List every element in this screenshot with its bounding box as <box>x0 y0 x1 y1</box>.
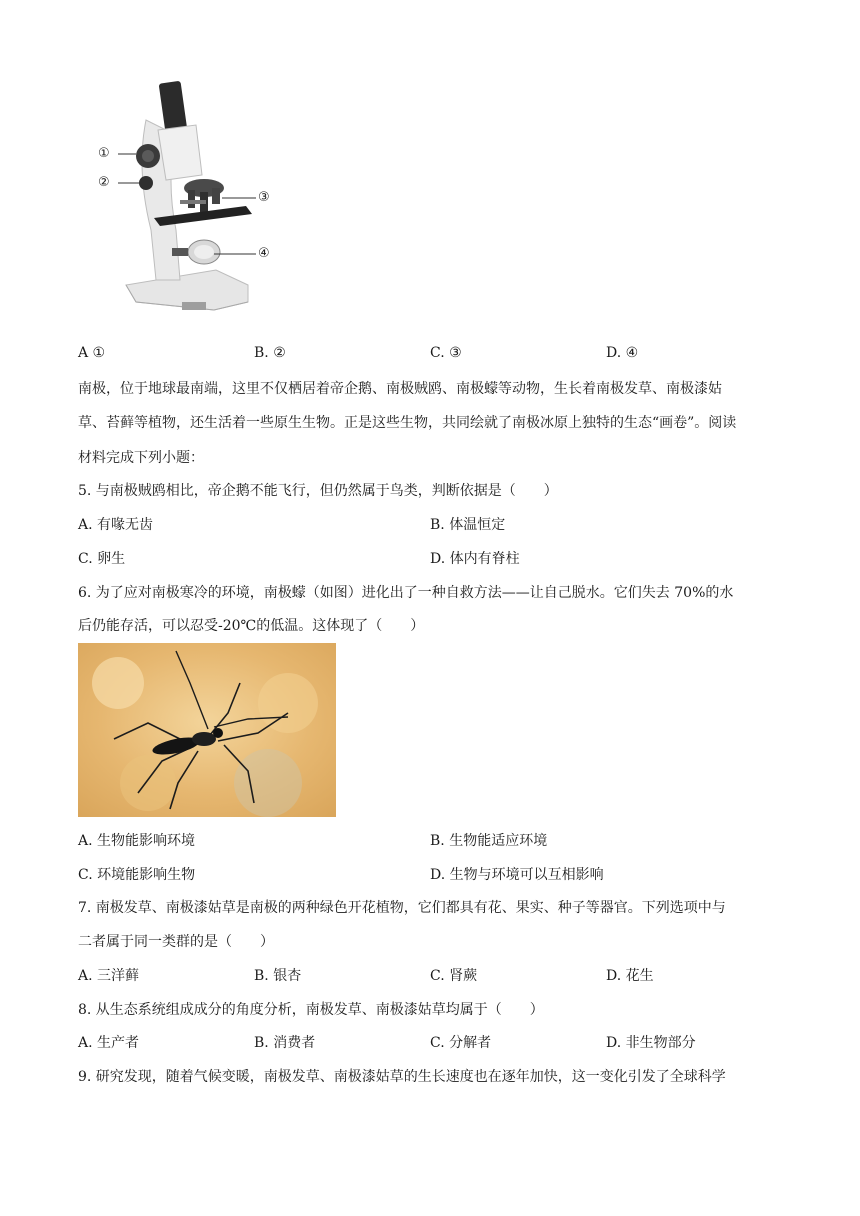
q7-option-b: B. 银杏 <box>254 968 302 984</box>
q7-option-c: C. 肾蕨 <box>430 968 478 984</box>
q8-option-b: B. 消费者 <box>254 1035 316 1051</box>
figure-label-1: ① <box>98 146 110 161</box>
q6-stem-line-2: 后仍能存活，可以忍受-20℃的低温。这体现了（ ） <box>78 618 425 634</box>
q6-stem-line-1: 6. 为了应对南极寒冷的环境，南极蠓（如图）进化出了一种自救方法——让自己脱水。它们失去 70%的水 <box>78 585 734 601</box>
q7-stem-line-2: 二者属于同一类群的是（ ） <box>78 934 274 950</box>
q4-option-d: D. ④ <box>606 345 639 361</box>
q4-option-b: B. ② <box>254 345 286 361</box>
antarctic-midge-image <box>78 643 336 817</box>
q6-option-d: D. 生物与环境可以互相影响 <box>430 867 604 883</box>
q8-stem: 8. 从生态系统组成成分的角度分析，南极发草、南极漆姑草均属于（ ） <box>78 1002 544 1018</box>
q9-stem: 9. 研究发现，随着气候变暖，南极发草、南极漆姑草的生长速度也在逐年加快，这一变化引发了全球科学 <box>78 1069 726 1085</box>
q6-option-c: C. 环境能影响生物 <box>78 867 196 883</box>
q8-option-a: A. 生产者 <box>78 1035 140 1051</box>
q7-stem-line-1: 7. 南极发草、南极漆姑草是南极的两种绿色开花植物，它们都具有花、果实、种子等器官。下列选项中与 <box>78 900 726 916</box>
q5-option-b: B. 体温恒定 <box>430 517 506 533</box>
figure-label-3: ③ <box>258 190 270 205</box>
q5-option-d: D. 体内有脊柱 <box>430 551 520 567</box>
q5-option-c: C. 卵生 <box>78 551 126 567</box>
q8-option-d: D. 非生物部分 <box>606 1035 696 1051</box>
passage-line-2: 草、苔藓等植物，还生活着一些原生生物。正是这些生物，共同绘就了南极冰原上独特的生态“画卷”。阅读 <box>78 415 737 431</box>
q7-option-a: A. 三洋藓 <box>78 968 140 984</box>
q5-stem: 5. 与南极贼鸥相比，帝企鹅不能飞行，但仍然属于鸟类，判断依据是（ ） <box>78 483 558 499</box>
q6-option-b: B. 生物能适应环境 <box>430 833 548 849</box>
passage-line-1: 南极，位于地球最南端，这里不仅栖居着帝企鹅、南极贼鸥、南极蠓等动物，生长着南极发草、南极漆姑 <box>78 381 722 397</box>
q4-option-a: A ① <box>78 345 106 361</box>
figure-label-4: ④ <box>258 246 270 261</box>
q5-option-a: A. 有喙无齿 <box>78 517 154 533</box>
q6-option-a: A. 生物能影响环境 <box>78 833 196 849</box>
passage-line-3: 材料完成下列小题： <box>78 450 204 466</box>
midge-photo <box>78 643 336 817</box>
q7-option-d: D. 花生 <box>606 968 654 984</box>
microscope-figure <box>96 80 286 320</box>
figure-label-2: ② <box>98 175 110 190</box>
q4-option-c: C. ③ <box>430 345 462 361</box>
q8-option-c: C. 分解者 <box>430 1035 492 1051</box>
